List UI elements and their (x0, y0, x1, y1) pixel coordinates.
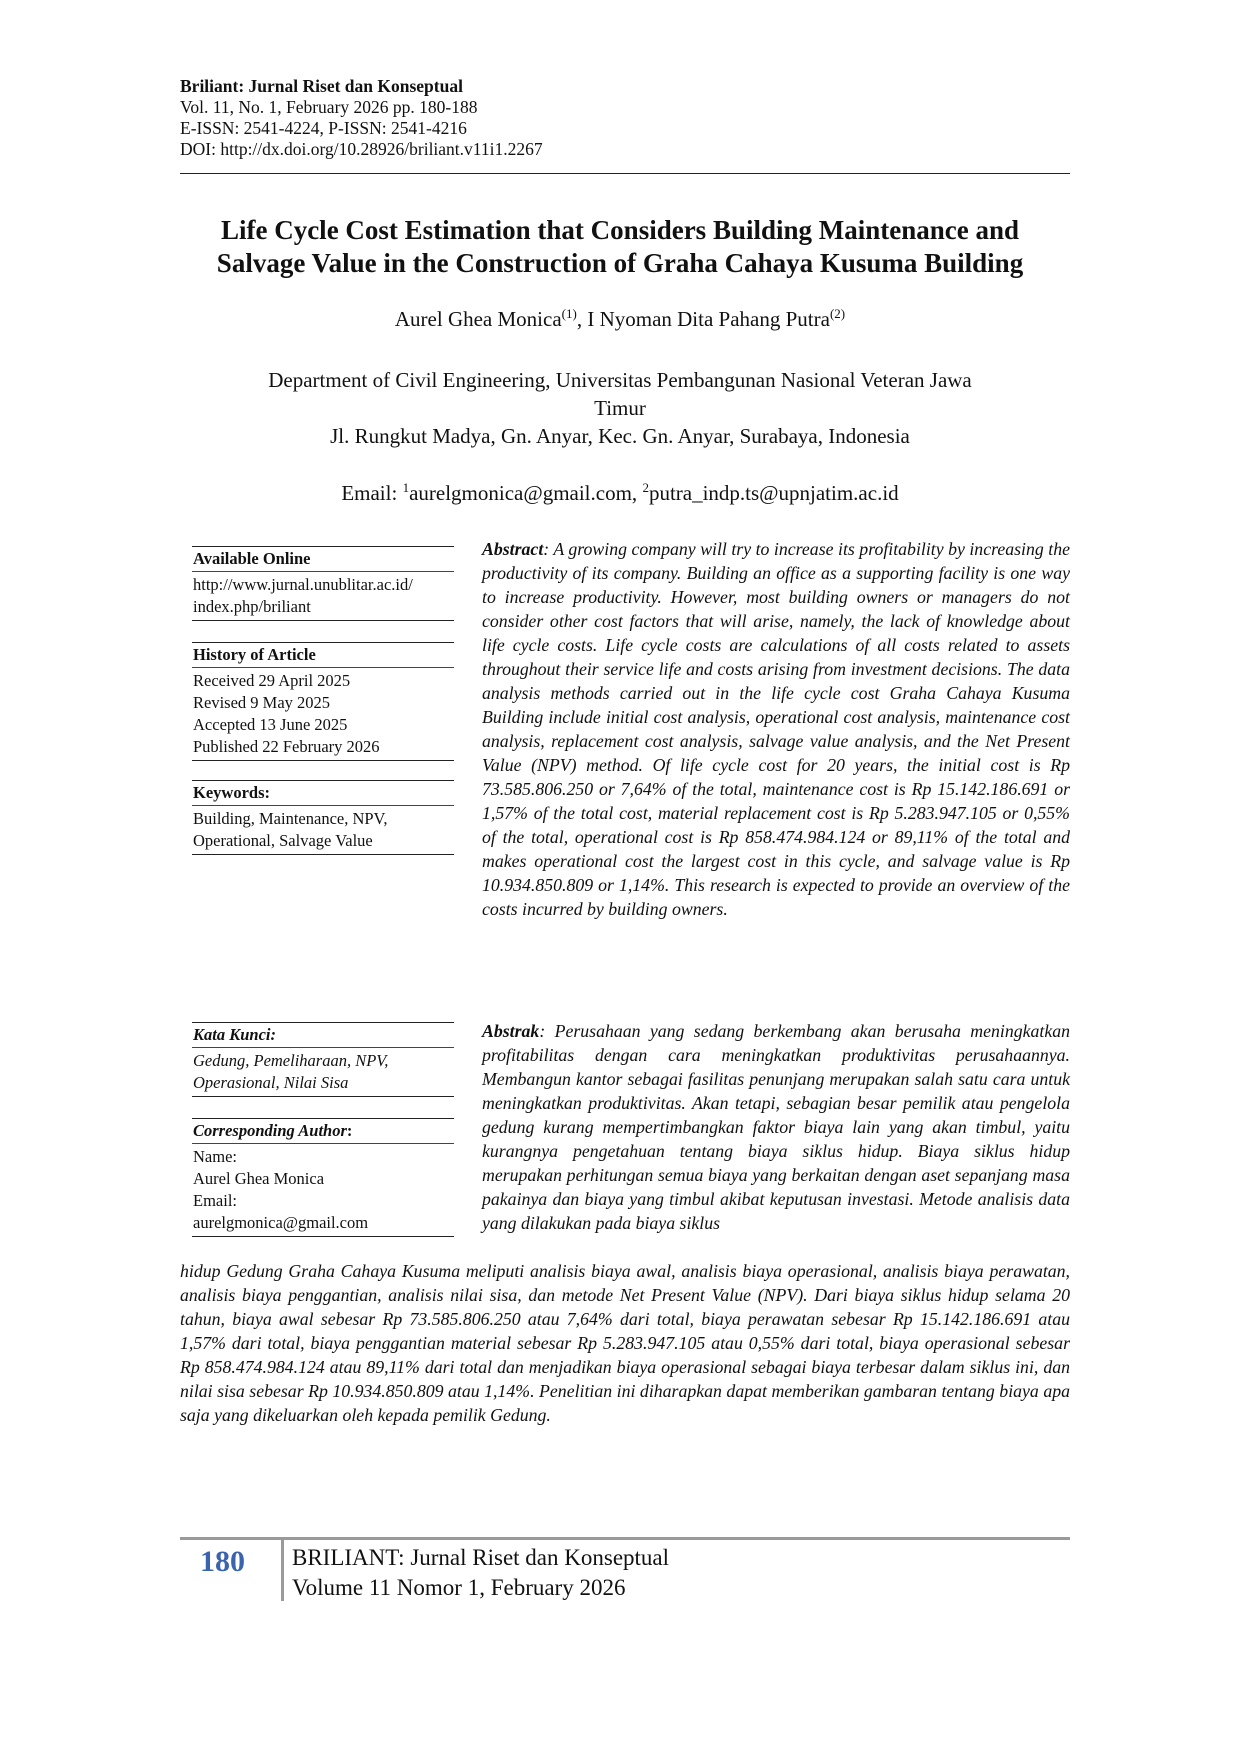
journal-header (180, 76, 1070, 160)
keywords-line1: Building, Maintenance, NPV, (193, 809, 388, 828)
author-list (150, 307, 1090, 332)
abstrak-continued: hidup Gedung Graha Cahaya Kusuma meliputi analisis biaya awal, analisis biaya operasional, analisis biaya perawatan, analisis biaya penggantian, analisis nilai sisa, dan metode Net Present Value (NPV). Dari biaya siklus hidup selama 20 tahun, biaya awal sebesar Rp 73.585.806.250 atau 7,64% dari total, biaya perawatan sebesar Rp 15.142.186.691 atau 1,57% dari total, biaya penggantian material sebesar Rp 5.283.947.105 atau 0,55% dari total, biaya operasional sebesar Rp 858.474.984.124 atau 89,11% dari total dan menjadikan biaya operasional sebagai biaya terbesar dalam siklus ini, dan nilai sisa sebesar Rp 10.934.850.809 atau 1,14%. Penelitian ini diharapkan dapat memberikan gambaran tentang biaya apa saja yang dikeluarkan oleh kepada pemilik Gedung. (180, 1261, 1070, 1425)
corresponding-author-heading (192, 1119, 454, 1144)
author-1: Aurel Ghea Monica (394, 307, 562, 331)
abstract-english (482, 537, 1070, 921)
author-2: I Nyoman Dita Pahang Putra (587, 307, 830, 331)
email-2[interactable]: putra_indp.ts@upnjatim.ac.id (648, 481, 899, 505)
email-label: Email: (341, 481, 403, 505)
page-number: 180 (200, 1545, 245, 1578)
corresponding-author-box (192, 1118, 454, 1237)
email-2-marker: 2 (642, 480, 649, 495)
available-online-label: Available Online (192, 547, 454, 572)
abstrak-indonesian (482, 1019, 1070, 1235)
kata-kunci-line1: Gedung, Pemeliharaan, NPV, (193, 1051, 389, 1070)
journal-url-line2[interactable]: index.php/briliant (193, 597, 311, 616)
affiliation (190, 366, 1050, 450)
corresponding-author-label: Corresponding Author (193, 1121, 347, 1140)
keywords-line2: Operational, Salvage Value (193, 831, 373, 850)
footer-vertical-bar (281, 1540, 284, 1601)
paper-title-line2: Salvage Value in the Construction of Graha Cahaya Kusuma Building (216, 248, 1024, 278)
accepted-date: Accepted 13 June 2025 (193, 715, 348, 734)
received-date: Received 29 April 2025 (193, 671, 351, 690)
published-date: Published 22 February 2026 (193, 737, 380, 756)
journal-name: Briliant: Jurnal Riset dan Konseptual (180, 76, 463, 96)
volume-info: Vol. 11, No. 1, February 2026 pp. 180-188 (180, 97, 478, 117)
paper-title (150, 214, 1090, 280)
author-separator: , (576, 307, 588, 331)
name-label: Name: (193, 1147, 237, 1166)
kata-kunci-line2: Operasional, Nilai Sisa (193, 1073, 349, 1092)
abstrak-text-column: : Perusahaan yang sedang berkembang akan berusaha meningkatkan profitabilitas dengan cara meningkatkan produktivitas perusahaannya. Membangun kantor sebagai fasilitas penunjang merupakan salah satu cara untuk meningkatkan produktivitas. Akan tetapi, sebagian besar pemilik atau pengelola gedung kurang mempertimbangkan faktor biaya lain yang akan timbul, yaitu kurangnya pengetahuan tentang biaya siklus hidup. Biaya siklus hidup merupakan perhitungan semua biaya yang berkaitan dengan aset sepanjang masa pakainya dan biaya yang timbul akibat keputusan investasi. Metode analisis data yang dilakukan pada biaya siklus (482, 1021, 1070, 1233)
footer-journal-info (292, 1543, 669, 1603)
corresponding-email[interactable]: aurelgmonica@gmail.com (193, 1213, 369, 1232)
affiliation-address: Jl. Rungkut Madya, Gn. Anyar, Kec. Gn. Anyar, Surabaya, Indonesia (330, 424, 910, 448)
abstract-label: Abstract (482, 539, 544, 559)
header-divider (180, 173, 1070, 174)
abstrak-label: Abstrak (482, 1021, 540, 1041)
affiliation-line2: Timur (594, 396, 646, 420)
paper-title-line1: Life Cycle Cost Estimation that Considers Building Maintenance and (220, 215, 1020, 245)
kata-kunci-box (192, 1022, 454, 1097)
email-1-marker: 1 (402, 480, 410, 495)
keywords-box (192, 780, 454, 855)
author-emails (150, 481, 1090, 506)
footer-divider (180, 1537, 1070, 1540)
author-2-affil: (2) (829, 306, 846, 321)
corresponding-name: Aurel Ghea Monica (193, 1169, 325, 1188)
history-box (192, 642, 454, 761)
issn-info: E-ISSN: 2541-4224, P-ISSN: 2541-4216 (180, 118, 467, 138)
email-1[interactable]: aurelgmonica@gmail.com, (409, 481, 643, 505)
revised-date: Revised 9 May 2025 (193, 693, 331, 712)
available-online-box (192, 546, 454, 621)
email-label-sidebar: Email: (193, 1191, 237, 1210)
footer-journal: BRILIANT: Jurnal Riset dan Konseptual (292, 1545, 670, 1570)
author-1-affil: (1) (561, 306, 577, 321)
footer-volume: Volume 11 Nomor 1, February 2026 (292, 1575, 626, 1600)
keywords-label: Keywords: (192, 781, 454, 806)
affiliation-line1: Department of Civil Engineering, Universitas Pembangunan Nasional Veteran Jawa (268, 368, 972, 392)
journal-url-line1[interactable]: http://www.jurnal.unublitar.ac.id/ (193, 575, 413, 594)
history-label: History of Article (192, 643, 454, 668)
kata-kunci-label: Kata Kunci: (192, 1023, 454, 1048)
doi-link[interactable]: DOI: http://dx.doi.org/10.28926/briliant.v11i1.2267 (180, 139, 543, 159)
corresponding-author-colon: : (346, 1121, 353, 1140)
abstract-text: : A growing company will try to increase its profitability by increasing the productivity of its company. Building an office as a supporting facility is one way to increase productivity. However, most building owners or managers do not consider other cost factors that will arise, namely, the lack of knowledge about life cycle costs. Life cycle costs are calculations of all costs related to assets throughout their service life and costs arising from investment decisions. The data analysis methods carried out in the life cycle cost Graha Cahaya Kusuma Building include initial cost analysis, operational cost analysis, maintenance cost analysis, replacement cost analysis, salvage value analysis, and the Net Present Value (NPV) method. Of life cycle cost for 20 years, the initial cost is Rp 73.585.806.250 or 7,64% of the total, maintenance cost is Rp 15.142.186.691 or 1,57% of the total cost, material replacement cost is Rp 5.283.947.105 or 0,55% of the total, operational cost is Rp 858.474.984.124 or 89,11% of the total and makes operational cost the largest cost in this cycle, and salvage value is Rp 10.934.850.809 or 1,14%. This research is expected to provide an overview of the costs incurred by building owners. (482, 539, 1070, 919)
